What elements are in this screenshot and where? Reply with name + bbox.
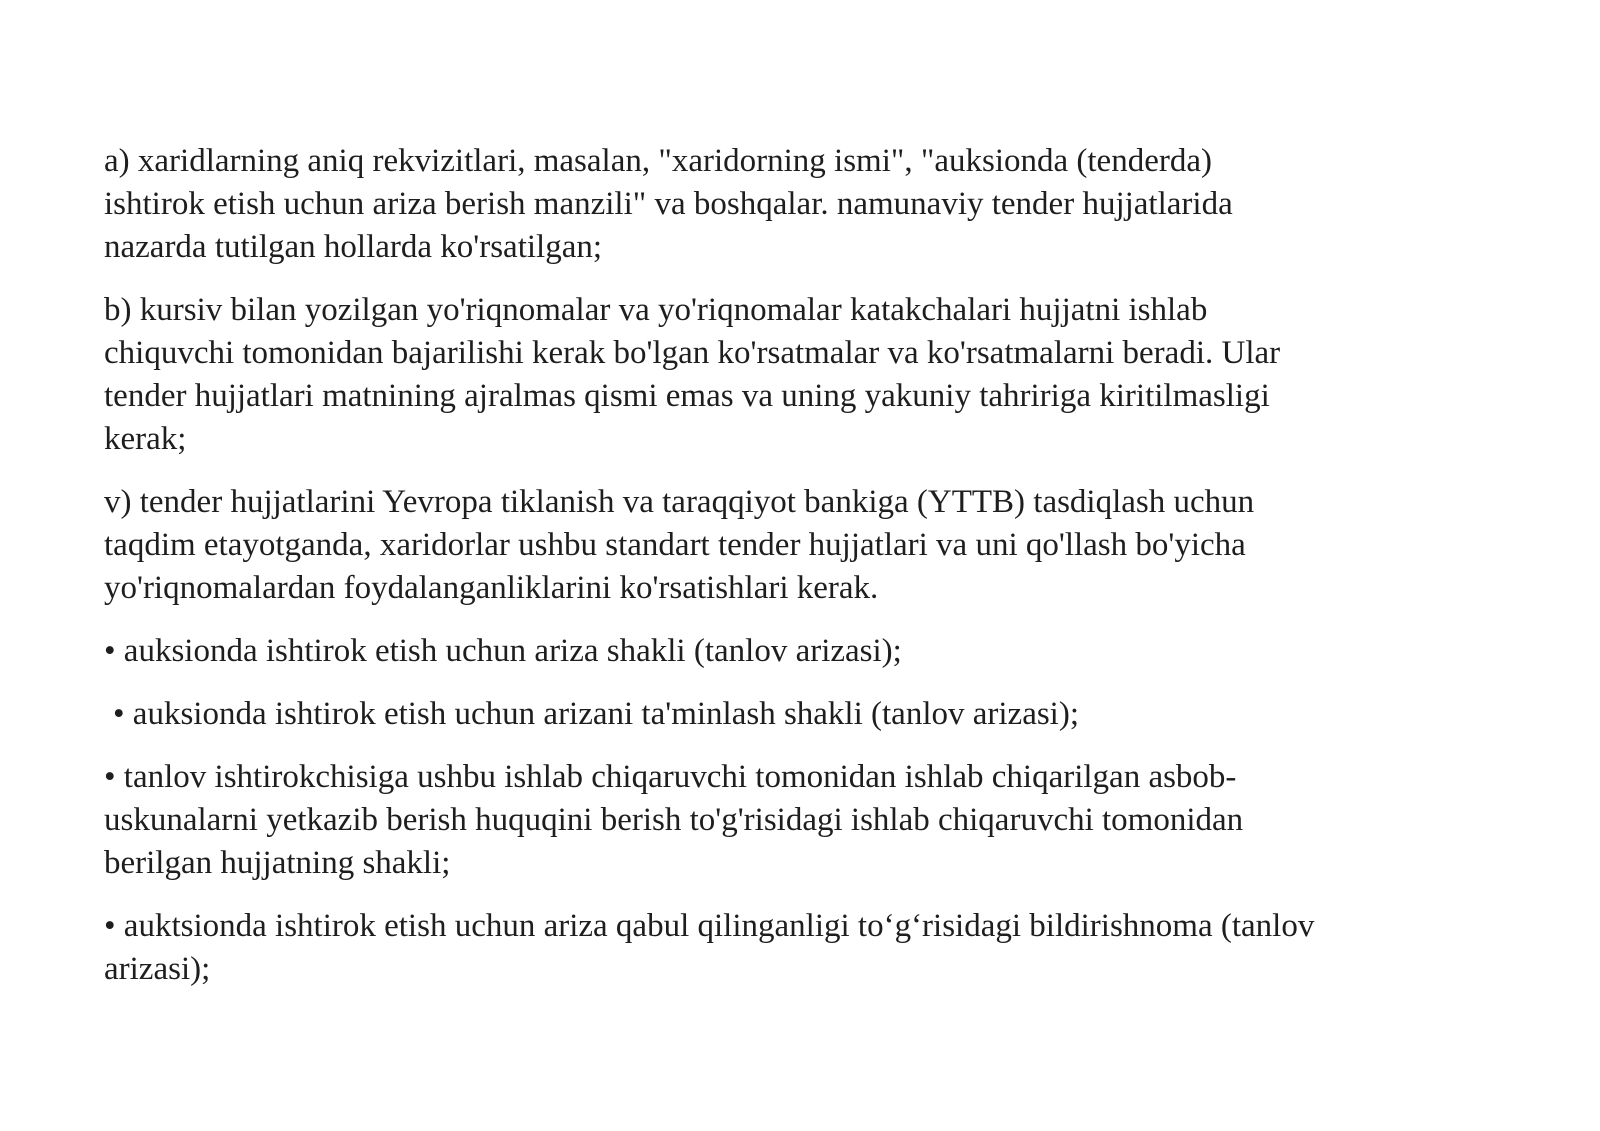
text-line: v) tender hujjatlarini Yevropa tiklanish va taraqqiyot bankiga (YTTB) tasdiqlash uchun [104, 484, 1255, 520]
bullet-item-manufacturer-authorization [104, 756, 1524, 885]
bullet-item-application-form [104, 630, 1524, 673]
text-line: • auktsionda ishtirok etish uchun ariza qabul qilinganligi to‘g‘risidagi bildirishnoma (tanlov [104, 908, 1315, 944]
text-line: • tanlov ishtirokchisiga ushbu ishlab chiqaruvchi tomonidan ishlab chiqarilgan asbob- [104, 759, 1237, 795]
text-line: • auksionda ishtirok etish uchun arizani ta'minlash shakli (tanlov arizasi); [113, 696, 1080, 732]
text-line: yo'riqnomalardan foydalanganliklarini ko'rsatishlari kerak. [104, 570, 879, 606]
text-line: arizasi); [104, 951, 211, 987]
text-line: nazarda tutilgan hollarda ko'rsatilgan; [104, 229, 603, 265]
text-line: • auksionda ishtirok etish uchun ariza shakli (tanlov arizasi); [104, 633, 902, 669]
bullet-item-acceptance-notice [104, 905, 1524, 991]
text-line: tender hujjatlari matnining ajralmas qismi emas va uning yakuniy tahririga kiritilmasligi [104, 378, 1270, 414]
text-line: uskunalarni yetkazib berish huquqini berish to'g'risidagi ishlab chiqaruvchi tomonidan [104, 802, 1244, 838]
bullet-item-application-security-form [104, 693, 1524, 736]
text-line: berilgan hujjatning shakli; [104, 845, 451, 881]
text-line: chiquvchi tomonidan bajarilishi kerak bo'lgan ko'rsatmalar va ko'rsatmalarni beradi. Ular [104, 335, 1281, 371]
text-line: taqdim etayotganda, xaridorlar ushbu standart tender hujjatlari va uni qo'llash bo'yicha [104, 527, 1246, 563]
text-line: b) kursiv bilan yozilgan yo'riqnomalar va yo'riqnomalar katakchalari hujjatni ishlab [104, 292, 1208, 328]
document-body [104, 140, 1524, 1011]
paragraph-a [104, 140, 1524, 269]
text-line: kerak; [104, 421, 187, 457]
paragraph-b [104, 289, 1524, 461]
text-line: a) xaridlarning aniq rekvizitlari, masalan, "xaridorning ismi", "auksionda (tenderda) [104, 143, 1212, 179]
paragraph-v [104, 481, 1524, 610]
text-line: ishtirok etish uchun ariza berish manzili" va boshqalar. namunaviy tender hujjatlarida [104, 186, 1233, 222]
